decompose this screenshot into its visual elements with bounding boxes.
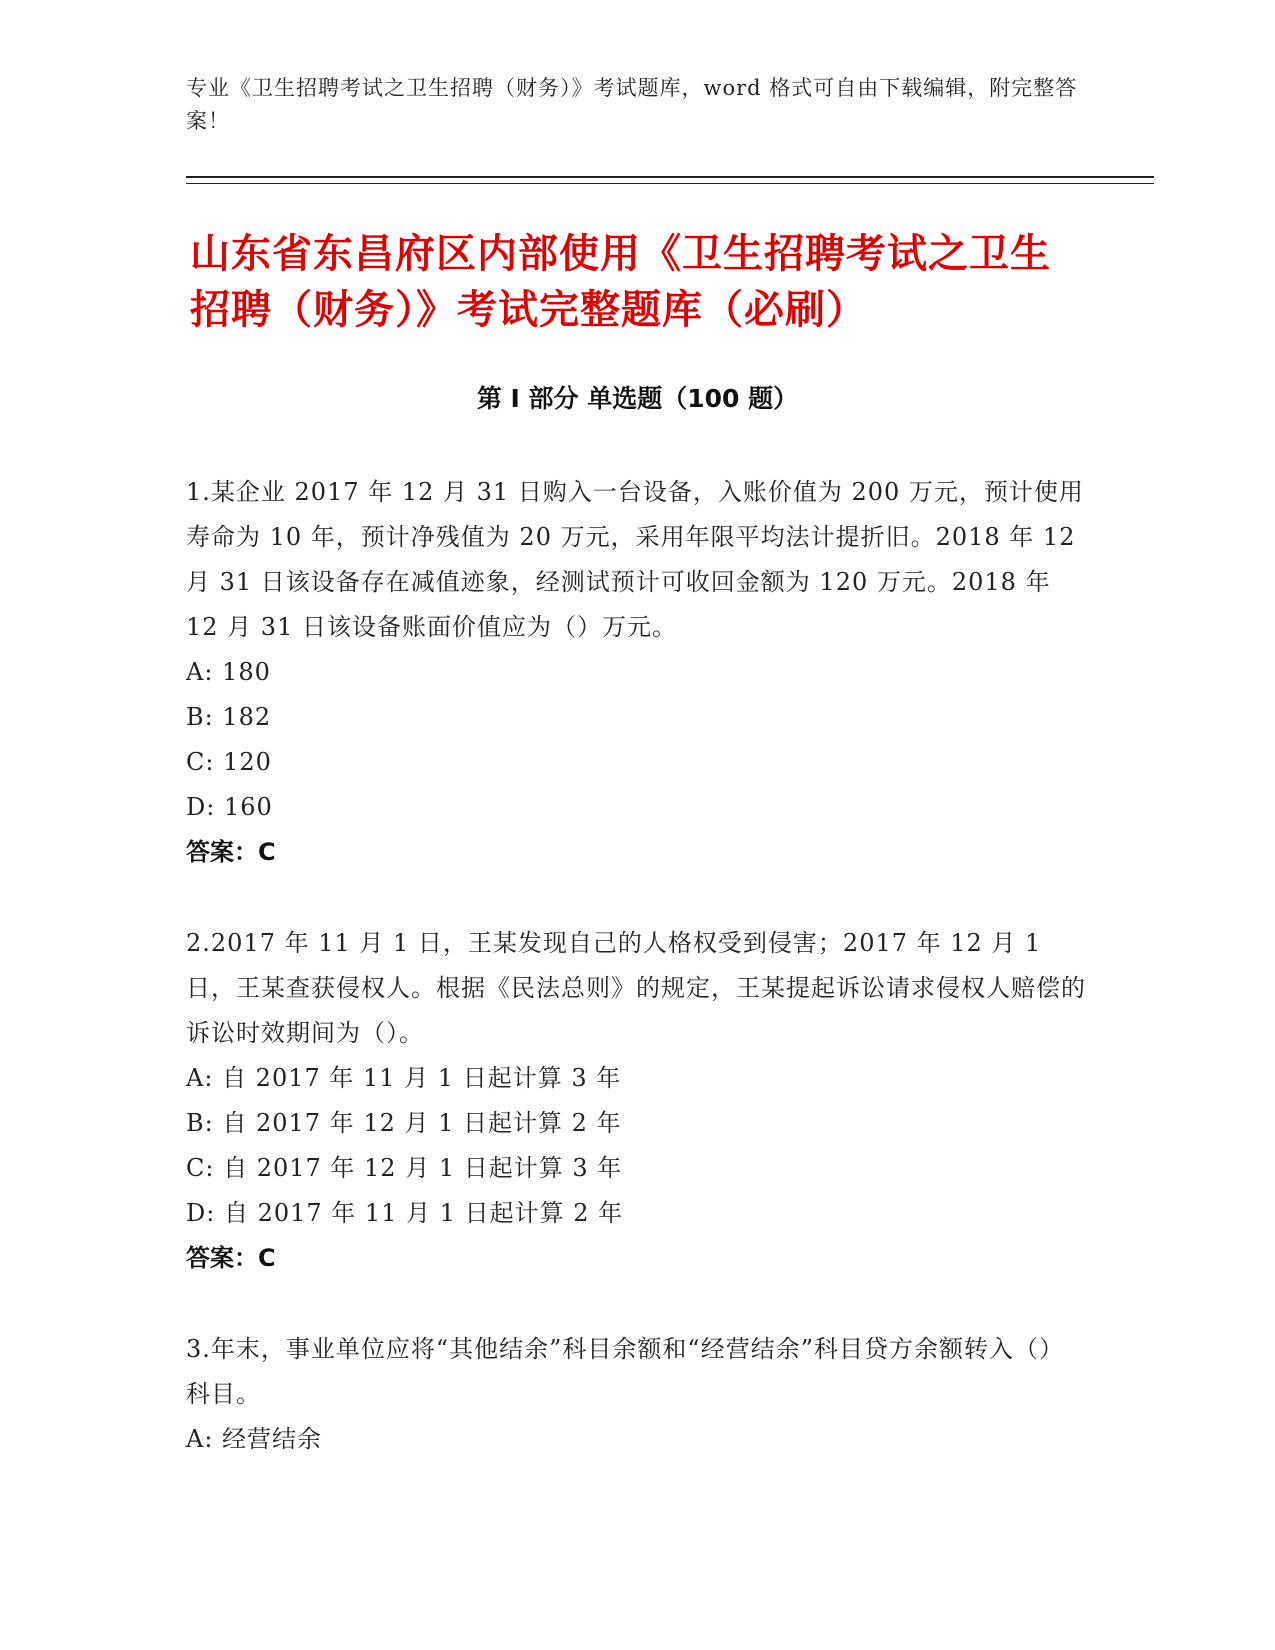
option-b: B: 自 2017 年 12 月 1 日起计算 2 年 <box>186 1109 622 1137</box>
answer-line: 答案：C <box>186 1244 276 1272</box>
question-stem: 2.2017 年 11 月 1 日，王某发现自己的人格权受到侵害；2017 年 12 月 1 日，王某查获侵权人。根据《民法总则》的规定，王某提起诉讼请求侵权人赔偿的诉讼时效期间为（）。 <box>186 929 1086 1047</box>
option-c: C: 自 2017 年 12 月 1 日起计算 3 年 <box>186 1154 623 1182</box>
document-title: 山东省东昌府区内部使用《卫生招聘考试之卫生招聘（财务）》考试完整题库（必刷） <box>190 231 1051 333</box>
header-divider-thick <box>186 176 1154 178</box>
question-spacer <box>186 1281 1086 1327</box>
section-heading: 第 I 部分 单选题（100 题） <box>476 384 799 413</box>
question-stem: 3.年末，事业单位应将“其他结余”科目余额和“经营结余”科目贷方余额转入（）科目。 <box>186 1335 1064 1408</box>
answer-line: 答案：C <box>186 838 276 866</box>
option-d: D: 160 <box>186 793 273 821</box>
question-spacer <box>186 875 1086 921</box>
option-a: A: 180 <box>186 658 271 686</box>
option-b: B: 182 <box>186 703 272 731</box>
question-list <box>186 470 1086 1462</box>
header-divider-thin <box>186 183 1154 184</box>
question-2 <box>186 921 1086 1281</box>
option-a: A: 经营结余 <box>186 1425 323 1453</box>
question-1 <box>186 470 1086 875</box>
header-note: 专业《卫生招聘考试之卫生招聘（财务）》考试题库，word 格式可自由下载编辑，附完整答案！ <box>186 76 1078 133</box>
option-d: D: 自 2017 年 11 月 1 日起计算 2 年 <box>186 1199 624 1227</box>
question-stem: 1.某企业 2017 年 12 月 31 日购入一台设备，入账价值为 200 万元，预计使用寿命为 10 年，预计净残值为 20 万元，采用年限平均法计提折旧。2018 年 12 月 31 日该设备存在减值迹象，经测试预计可收回金额为 120 万元。2018 年 12 月 31 日该设备账面价值应为（）万元。 <box>186 478 1084 641</box>
option-a: A: 自 2017 年 11 月 1 日起计算 3 年 <box>186 1064 622 1092</box>
question-3 <box>186 1327 1086 1462</box>
option-c: C: 120 <box>186 748 272 776</box>
